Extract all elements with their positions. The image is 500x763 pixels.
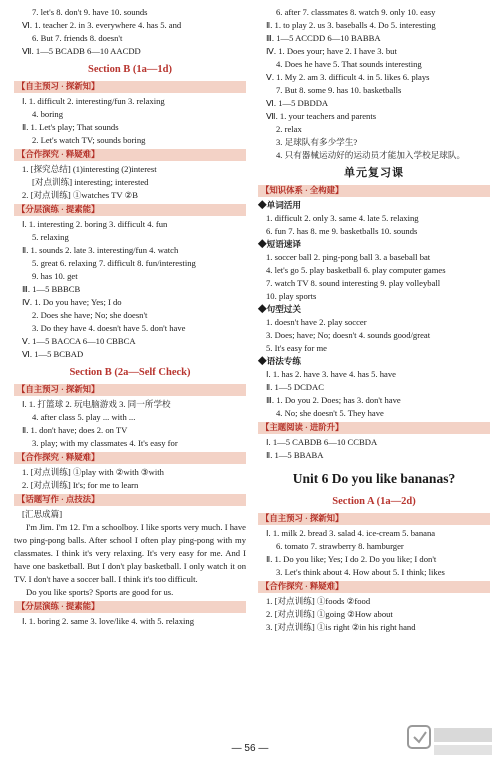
- answer-line: 1. difficult 2. only 3. same 4. late 5. relaxing: [266, 213, 419, 223]
- answer-line: Ⅰ. 1. milk 2. bread 3. salad 4. ice-cream 5. banana: [266, 528, 436, 538]
- answer-line: 5. great 6. relaxing 7. difficult 8. fun/interesting: [32, 258, 196, 268]
- answer-line: Ⅴ. 1. My 2. am 3. difficult 4. in 5. likes 6. plays: [266, 72, 430, 82]
- answer-line: Ⅶ. 1—5 BCADB 6—10 AACDD: [22, 46, 141, 56]
- answer-line: [对点训练] interesting; interested: [32, 177, 149, 187]
- section-title: Section A (1a—2d): [332, 496, 416, 507]
- watermark-logo-icon: [406, 722, 496, 760]
- section-banner: 【自主预习 · 探新知】: [258, 513, 490, 525]
- answer-line: 2. [对点训练] ①watches TV ②B: [22, 190, 138, 200]
- answer-line: 7. let's 8. don't 9. have 10. sounds: [32, 7, 148, 17]
- answer-line: 4. after class 5. play ... with ...: [32, 412, 136, 422]
- answer-line: Ⅳ. 1. Do you have; Yes; I do: [22, 297, 122, 307]
- section-banner: 【话题写作 · 点技法】: [14, 494, 246, 506]
- answer-line: Ⅱ. 1. Let's play; That sounds: [22, 122, 119, 132]
- answer-line: 6. But 7. friends 8. doesn't: [32, 33, 123, 43]
- section-banner: 【合作探究 · 释疑难】: [258, 581, 490, 593]
- section-banner: 【知识体系 · 全构建】: [258, 185, 490, 197]
- answer-line: 7. But 8. some 9. has 10. basketballs: [276, 85, 402, 95]
- answer-line: 1. [对点训练] ①play with ②with ③with: [22, 467, 164, 477]
- answer-line: Ⅱ. 1. Do you like; Yes; I do 2. Do you like; I don't: [266, 554, 437, 564]
- answer-line: Ⅶ. 1. your teachers and parents: [266, 111, 377, 121]
- answer-line: 1. soccer ball 2. ping-pong ball 3. a baseball bat: [266, 252, 431, 262]
- answer-line: 5. It's easy for me: [266, 343, 327, 353]
- answer-line: 4. boring: [32, 109, 64, 119]
- answer-line: Ⅰ. 1. boring 2. same 3. love/like 4. with 5. relaxing: [22, 616, 194, 626]
- answer-line: 10. play sports: [266, 291, 317, 301]
- answer-line: Ⅱ. 1. to play 2. us 3. baseballs 4. Do 5. interesting: [266, 20, 436, 30]
- answer-line: Ⅰ. 1. has 2. have 3. have 4. has 5. have: [266, 369, 396, 379]
- section-title: Section B (1a—1d): [88, 64, 172, 75]
- section-banner: 【自主预习 · 探新知】: [14, 384, 246, 396]
- answer-line: Ⅴ. 1—5 BACCA 6—10 CBBCA: [22, 336, 136, 346]
- page-number: — 56 —: [231, 743, 269, 754]
- answer-line: 3. [对点训练] ①is right ②in his right hand: [266, 622, 416, 632]
- answer-line: 9. has 10. get: [32, 271, 78, 281]
- answer-line: 2. Let's watch TV; sounds boring: [32, 135, 146, 145]
- answer-line: 1. doesn't have 2. play soccer: [266, 317, 367, 327]
- answer-line: Ⅰ. 1. interesting 2. boring 3. difficult 4. fun: [22, 219, 168, 229]
- answer-line: 1. [对点训练] ①foods ②food: [266, 596, 371, 606]
- answer-line: Ⅱ. 1. don't have; does 2. on TV: [22, 425, 128, 435]
- answer-line: Ⅰ. 1. 打篮球 2. 玩电脑游戏 3. 同一所学校: [22, 399, 171, 409]
- essay-paragraph: Do you like sports? Sports are good for us.: [26, 587, 174, 597]
- answer-line: 3. Let's think about 4. How about 5. I think; likes: [276, 567, 445, 577]
- answer-line: 3. Does; have; No; doesn't 4. sounds good/great: [266, 330, 431, 340]
- answer-line: 3. play; with my classmates 4. It's easy for: [32, 438, 178, 448]
- answer-line: 4. Does he have 5. That sounds interesting: [276, 59, 422, 69]
- section-banner: 【合作探究 · 释疑难】: [14, 149, 246, 161]
- subheading: ◆句型过关: [258, 304, 301, 314]
- answer-line: 2. Does she have; No; she doesn't: [32, 310, 148, 320]
- left-column: [14, 6, 246, 628]
- section-banner: 【合作探究 · 释疑难】: [14, 452, 246, 464]
- answer-line: Ⅱ. 1. sounds 2. late 3. interesting/fun 4. watch: [22, 245, 179, 255]
- answer-line: 6. tomato 7. strawberry 8. hamburger: [276, 541, 404, 551]
- unit-title: Unit 6 Do you like bananas?: [292, 471, 456, 486]
- subheading: ◆短语速译: [258, 239, 301, 249]
- answer-line: Ⅰ. 1—5 CABDB 6—10 CCBDA: [266, 437, 378, 447]
- answer-line: Ⅰ. 1. difficult 2. interesting/fun 3. relaxing: [22, 96, 165, 106]
- answer-line: Ⅵ. 1—5 DBDDA: [266, 98, 329, 108]
- section-title: Section B (2a—Self Check): [69, 367, 191, 378]
- answer-line: Ⅳ. 1. Does your; have 2. I have 3. but: [266, 46, 397, 56]
- answer-line: Ⅵ. 1. teacher 2. in 3. everywhere 4. has 5. and: [22, 20, 182, 30]
- answer-line: Ⅲ. 1. Do you 2. Does; has 3. don't have: [266, 395, 401, 405]
- section-banner: 【主题阅读 · 进阶升】: [258, 422, 490, 434]
- section-banner: 【分层演练 · 提素能】: [14, 601, 246, 613]
- answer-line: 3. 足球队有多少学生?: [276, 137, 358, 147]
- answer-line: 2. relax: [276, 124, 302, 134]
- section-banner: 【自主预习 · 探新知】: [14, 81, 246, 93]
- subheading: ◆单词活用: [258, 200, 301, 210]
- answer-line: 3. Do they have 4. doesn't have 5. don't have: [32, 323, 186, 333]
- answer-line: 4. No; she doesn't 5. They have: [276, 408, 384, 418]
- essay-paragraph: I'm Jim. I'm 12. I'm a schoolboy. I like sports very much. I have two ping-pong balls. After school I often play ping-pong with my classmates. I think it's very relaxing. It's very easy for me. And I have one basketball. But I don't play basketball. I only watch it on TV. I don't have a soccer ball. I think it's too difficult.: [14, 522, 246, 584]
- answer-line: 4. 只有器械运动好的运动员才能加入学校足球队。: [276, 150, 466, 160]
- unit-review-title: 单元复习课: [344, 167, 404, 179]
- right-column: [258, 6, 490, 634]
- answer-line: 5. relaxing: [32, 232, 69, 242]
- answer-line: Ⅱ. 1—5 BBABA: [266, 450, 324, 460]
- answer-line: 7. watch TV 8. sound interesting 9. play volleyball: [266, 278, 441, 288]
- answer-line: 4. let's go 5. play basketball 6. play computer games: [266, 265, 446, 275]
- answer-line: [汇思成篇]: [22, 509, 63, 519]
- subheading: ◆语法专练: [258, 356, 301, 366]
- answer-line: 6. fun 7. has 8. me 9. basketballs 10. sounds: [266, 226, 418, 236]
- answer-line: 1. [探究总结] (1)interesting (2)interest: [22, 164, 157, 174]
- answer-line: Ⅵ. 1—5 BCBAD: [22, 349, 84, 359]
- answer-line: 2. [对点训练] It's; for me to learn: [22, 480, 139, 490]
- answer-line: 6. after 7. classmates 8. watch 9. only 10. easy: [276, 7, 436, 17]
- answer-line: Ⅱ. 1—5 DCDAC: [266, 382, 324, 392]
- answer-line: Ⅲ. 1—5 BBBCB: [22, 284, 81, 294]
- answer-line: Ⅲ. 1—5 ACCDD 6—10 BABBA: [266, 33, 381, 43]
- answer-line: 2. [对点训练] ①going ②How about: [266, 609, 393, 619]
- section-banner: 【分层演练 · 提素能】: [14, 204, 246, 216]
